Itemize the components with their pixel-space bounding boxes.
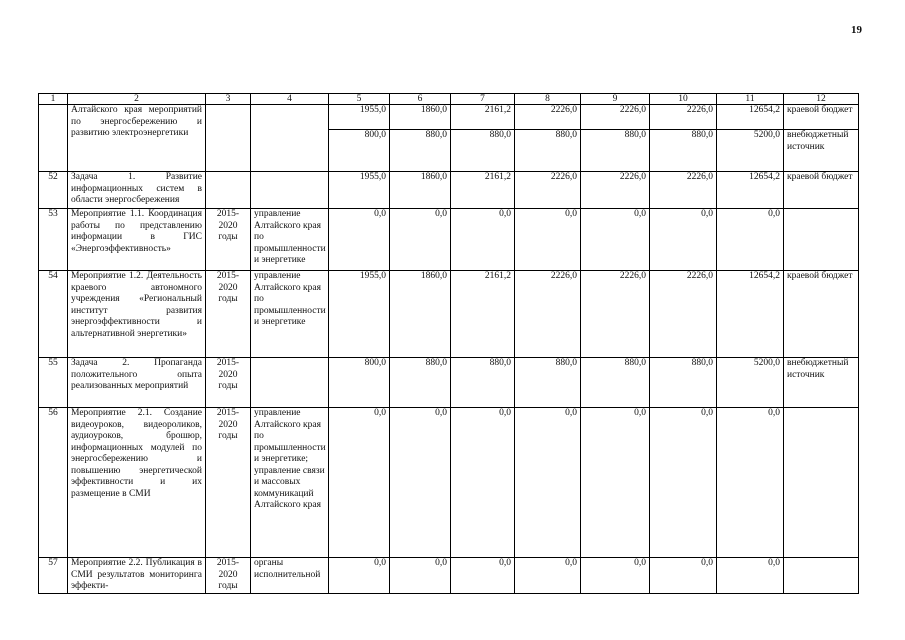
column-header: 5 [329,94,390,105]
responsible-cell: органы исполнительной [251,558,329,594]
column-header: 1 [39,94,68,105]
value-cell: 2226,0 [650,172,717,209]
funding-source-cell: краевой бюджет [784,271,859,358]
value-cell: 0,0 [390,209,451,271]
value-cell: 0,0 [717,408,784,558]
value-cell: 12654,2 [717,172,784,209]
value-cell: 2226,0 [581,105,650,130]
activity-name-cell: Мероприятие 1.1. Координация работы по представлению информации в ГИС «Энергоэффективность» [68,209,206,271]
value-cell: 0,0 [329,209,390,271]
activity-name-cell: Мероприятие 2.2. Публикация в СМИ результатов мониторинга эффекти- [68,558,206,594]
column-header: 3 [206,94,251,105]
value-cell: 0,0 [515,408,581,558]
value-cell: 880,0 [390,130,451,172]
value-cell: 1955,0 [329,271,390,358]
value-cell: 1860,0 [390,271,451,358]
column-header: 2 [68,94,206,105]
value-cell: 1955,0 [329,105,390,130]
column-header: 10 [650,94,717,105]
row-number-cell: 54 [39,271,68,358]
activity-name-cell: Алтайского края мероприятий по энергосбережению и развитию электроэнергетики [68,105,206,172]
value-cell: 0,0 [390,408,451,558]
value-cell: 1860,0 [390,172,451,209]
value-cell: 2226,0 [515,271,581,358]
row-number-cell: 55 [39,358,68,408]
value-cell: 2226,0 [515,105,581,130]
value-cell: 0,0 [329,558,390,594]
column-header: 8 [515,94,581,105]
value-cell: 0,0 [329,408,390,558]
value-cell: 0,0 [515,558,581,594]
value-cell: 880,0 [581,358,650,408]
row-number-cell: 53 [39,209,68,271]
value-cell: 0,0 [451,408,515,558]
column-header: 9 [581,94,650,105]
value-cell: 0,0 [650,209,717,271]
row-number-cell: 56 [39,408,68,558]
value-cell: 1860,0 [390,105,451,130]
value-cell: 5200,0 [717,130,784,172]
value-cell: 0,0 [581,408,650,558]
value-cell: 5200,0 [717,358,784,408]
value-cell: 12654,2 [717,271,784,358]
table-row [39,209,859,271]
value-cell: 2161,2 [451,105,515,130]
column-header: 12 [784,94,859,105]
value-cell: 2226,0 [581,271,650,358]
funding-source-cell: внебюджетный источник [784,130,859,172]
row-number-cell: 57 [39,558,68,594]
value-cell: 1955,0 [329,172,390,209]
activity-name-cell: Мероприятие 1.2. Деятельность краевого автономного учреждения «Региональный институт развития энергоэффективности и альтернативной энергетики» [68,271,206,358]
funding-source-cell [784,558,859,594]
value-cell: 880,0 [515,130,581,172]
funding-source-cell [784,408,859,558]
period-cell: 2015-2020 годы [206,271,251,358]
table-row [39,172,859,209]
program-table [38,93,859,594]
funding-source-cell [784,209,859,271]
period-cell: 2015-2020 годы [206,358,251,408]
period-cell: 2015-2020 годы [206,558,251,594]
activity-name-cell: Задача 1. Развитие информационных систем в области энергосбережения [68,172,206,209]
value-cell: 880,0 [650,130,717,172]
value-cell: 0,0 [451,558,515,594]
table-row [39,358,859,408]
table-row [39,271,859,358]
value-cell: 2226,0 [650,105,717,130]
responsible-cell [251,172,329,209]
value-cell: 0,0 [717,558,784,594]
period-cell [206,105,251,172]
column-header: 11 [717,94,784,105]
value-cell: 0,0 [717,209,784,271]
column-number-row [39,94,859,105]
responsible-cell [251,105,329,172]
activity-name-cell: Задача 2. Пропаганда положительного опыта реализованных мероприятий [68,358,206,408]
value-cell: 12654,2 [717,105,784,130]
period-cell: 2015-2020 годы [206,209,251,271]
value-cell: 0,0 [650,558,717,594]
value-cell: 0,0 [390,558,451,594]
value-cell: 0,0 [581,209,650,271]
activity-name-cell: Мероприятие 2.1. Создание видеоуроков, видеороликов, аудиоуроков, брошюр, информационных модулей по энергосбережению и повышению энергетической эффективности и их размещение в СМИ [68,408,206,558]
value-cell: 2161,2 [451,172,515,209]
value-cell: 2161,2 [451,271,515,358]
responsible-cell: управление Алтайского края по промышленности и энергетике [251,209,329,271]
funding-source-cell: внебюджетный источник [784,358,859,408]
column-header: 4 [251,94,329,105]
table-row [39,558,859,594]
column-header: 6 [390,94,451,105]
funding-source-cell: краевой бюджет [784,172,859,209]
value-cell: 0,0 [581,558,650,594]
value-cell: 880,0 [451,130,515,172]
responsible-cell: управление Алтайского края по промышленности и энергетике [251,271,329,358]
value-cell: 0,0 [451,209,515,271]
period-cell [206,172,251,209]
responsible-cell [251,358,329,408]
page-number: 19 [851,24,862,36]
table-row [39,105,859,130]
value-cell: 2226,0 [515,172,581,209]
period-cell: 2015-2020 годы [206,408,251,558]
value-cell: 0,0 [650,408,717,558]
value-cell: 880,0 [515,358,581,408]
row-number-cell [39,105,68,172]
column-header: 7 [451,94,515,105]
responsible-cell: управление Алтайского края по промышленности и энергетике; управление связи и массовых коммуникаций Алтайского края [251,408,329,558]
value-cell: 2226,0 [650,271,717,358]
value-cell: 2226,0 [581,172,650,209]
value-cell: 880,0 [451,358,515,408]
value-cell: 800,0 [329,358,390,408]
value-cell: 880,0 [390,358,451,408]
table-row [39,408,859,558]
value-cell: 880,0 [581,130,650,172]
value-cell: 0,0 [515,209,581,271]
row-number-cell: 52 [39,172,68,209]
funding-source-cell: краевой бюджет [784,105,859,130]
value-cell: 880,0 [650,358,717,408]
value-cell: 800,0 [329,130,390,172]
